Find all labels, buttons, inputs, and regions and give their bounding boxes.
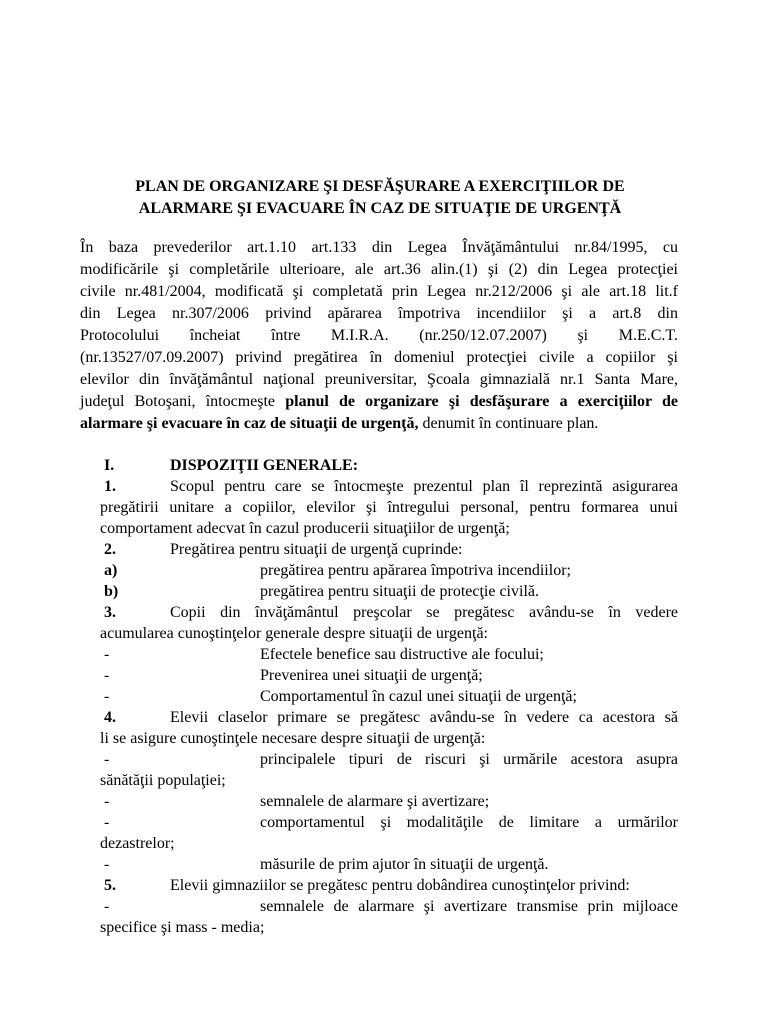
- dash-bullet: -: [104, 646, 110, 663]
- bullet-text: semnalele de alarmare şi avertizare transmise prin mijloace: [260, 898, 678, 915]
- list-item: [104, 707, 678, 728]
- intro-line: civile nr.481/2004, modificată şi completată prin Legea nr.212/2006 şi ale art.18 lit.f: [80, 283, 678, 300]
- bullet-text-continued: sănătăţii populaţiei;: [100, 772, 226, 789]
- bullet-item: [104, 791, 678, 812]
- dash-bullet: -: [104, 898, 110, 915]
- section-number: I.: [104, 457, 115, 474]
- sub-item: [104, 581, 678, 602]
- intro-text: judeţul Botoşani, întocmeşte: [80, 393, 286, 410]
- item-number: 2.: [104, 541, 116, 558]
- intro-line: În baza prevederilor art.1.10 art.133 din Legea Învăţământului nr.84/1995, cu: [80, 239, 678, 256]
- section-general-provisions: [100, 455, 678, 938]
- bullet-text-continued: dezastrelor;: [100, 835, 175, 852]
- item-text: Pregătirea pentru situaţii de urgenţă cuprinde:: [170, 541, 463, 558]
- intro-bold-text: planul de organizare şi desfăşurare a exerciţiilor de: [285, 393, 679, 410]
- bullet-item: [104, 686, 678, 707]
- intro-line: modificările şi completările ulterioare, ale art.36 alin.(1) şi (2) din Legea protecţiei: [80, 261, 678, 278]
- dash-bullet: -: [104, 793, 110, 810]
- bullet-text: măsurile de prim ajutor în situaţii de urgenţă.: [260, 856, 549, 873]
- list-item: [104, 539, 678, 560]
- bullet-item: [104, 896, 678, 917]
- intro-line: Protocolului încheiat între M.I.R.A. (nr.250/12.07.2007) şi M.E.C.T.: [80, 327, 678, 344]
- dash-bullet: -: [104, 856, 110, 873]
- sub-item-letter: b): [104, 583, 119, 600]
- sub-item-letter: a): [104, 562, 118, 579]
- item-number: 1.: [104, 478, 116, 495]
- bullet-item: [104, 812, 678, 833]
- dash-bullet: -: [104, 814, 110, 831]
- intro-paragraph: [80, 237, 678, 435]
- intro-line: elevilor din învăţământul naţional preuniversitar, Şcoala gimnazială nr.1 Santa Mare,: [80, 371, 678, 388]
- sub-item-text: pregătirea pentru apărarea împotriva incendiilor;: [260, 562, 571, 579]
- section-heading: [104, 455, 678, 476]
- intro-line: [80, 413, 678, 435]
- list-item: [104, 875, 678, 896]
- dash-bullet: -: [104, 667, 110, 684]
- bullet-text: semnalele de alarmare şi avertizare;: [260, 793, 490, 810]
- list-item: [104, 476, 678, 497]
- bullet-item: [104, 854, 678, 875]
- list-item: [104, 602, 678, 623]
- title-line-2: ALARMARE ŞI EVACUARE ÎN CAZ DE SITUAŢIE DE URGENŢĂ: [138, 200, 622, 217]
- bullet-item: [104, 749, 678, 770]
- title-line-1: PLAN DE ORGANIZARE ŞI DESFĂŞURARE A EXERCIŢIILOR DE: [135, 178, 625, 195]
- item-text: Copii din învăţământul preşcolar se pregătesc avându-se în vedere: [170, 604, 678, 621]
- sub-item-text: pregătirea pentru situaţii de protecţie civilă.: [260, 583, 539, 600]
- intro-line: din Legea nr.307/2006 privind apărarea împotriva incendiilor şi a art.8 din: [80, 305, 678, 322]
- item-text-continued: pregătirii unitare a copiilor, elevilor şi întregului personal, pentru formarea unui: [100, 499, 678, 516]
- bullet-text: comportamentul şi modalităţile de limitare a urmărilor: [260, 814, 678, 831]
- section-title: DISPOZIŢII GENERALE:: [170, 457, 359, 474]
- intro-line: [80, 391, 678, 413]
- bullet-text: Comportamentul în cazul unei situaţii de urgenţă;: [260, 688, 577, 705]
- intro-text: denumit în continuare plan.: [418, 415, 599, 432]
- bullet-item: [104, 665, 678, 686]
- item-text: Scopul pentru care se întocmeşte prezentul plan îl reprezintă asigurarea: [170, 478, 678, 495]
- item-text-continued: acumularea cunoştinţelor generale despre situaţii de urgenţă:: [100, 625, 488, 642]
- item-number: 4.: [104, 709, 116, 726]
- dash-bullet: -: [104, 688, 110, 705]
- bullet-text: Efectele benefice sau distructive ale focului;: [260, 646, 544, 663]
- item-text-continued: comportament adecvat în cazul producerii situaţiilor de urgenţă;: [100, 520, 510, 537]
- item-text: Elevii claselor primare se pregătesc avându-se în vedere ca acestora să: [170, 709, 678, 726]
- item-text: Elevii gimnaziilor se pregătesc pentru dobândirea cunoştinţelor privind:: [170, 877, 630, 894]
- bullet-text-continued: specifice şi mass - media;: [100, 919, 265, 936]
- sub-item: [104, 560, 678, 581]
- dash-bullet: -: [104, 751, 110, 768]
- bullet-item: [104, 644, 678, 665]
- intro-bold-text: alarmare şi evacuare în caz de situaţii de urgenţă,: [80, 415, 419, 432]
- item-text-continued: li se asigure cunoştinţele necesare despre situaţii de urgenţă:: [100, 730, 486, 747]
- bullet-text: principalele tipuri de riscuri şi urmările acestora asupra: [260, 751, 678, 768]
- item-number: 3.: [104, 604, 116, 621]
- item-number: 5.: [104, 877, 116, 894]
- bullet-text: Prevenirea unei situaţii de urgenţă;: [260, 667, 483, 684]
- document-title: [80, 176, 680, 220]
- intro-line: (nr.13527/07.09.2007) privind pregătirea în domeniul protecţiei civile a copiilor şi: [80, 349, 678, 366]
